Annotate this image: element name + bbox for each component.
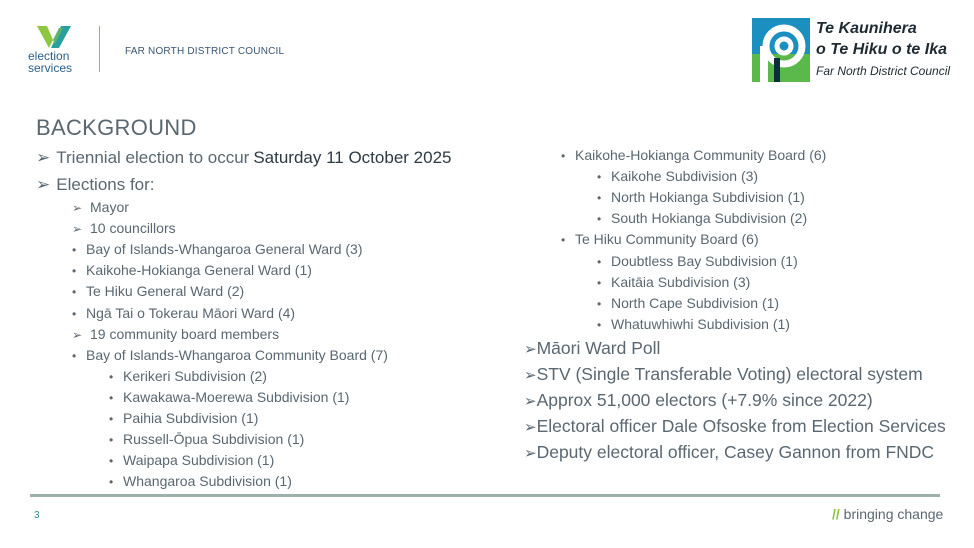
arrow-bullet-icon: [72, 222, 90, 236]
list-item-text: Mayor: [90, 199, 129, 215]
koru-icon: [752, 18, 810, 82]
list-item: [597, 210, 807, 226]
arrow-bullet-icon: ➢: [36, 175, 51, 194]
fndc-logo-line2: o Te Hiku o te Ika: [816, 41, 947, 58]
list-item-text: North Hokianga Subdivision (1): [611, 189, 805, 206]
list-item: [109, 431, 304, 447]
bullet-icon: [597, 170, 611, 184]
lead-item-text: Electoral officer Dale Ofsoske from Election Services: [536, 416, 946, 436]
list-item-text: Bay of Islands-Whangaroa General Ward (3): [86, 241, 363, 258]
council-label: FAR NORTH DISTRICT COUNCIL: [125, 46, 285, 57]
arrow-bullet-icon: [524, 338, 537, 358]
arrow-bullet-icon: [524, 390, 537, 410]
fndc-logo-line1: Te Kaunihera: [816, 20, 917, 37]
list-item: [597, 168, 758, 184]
list-item: [72, 241, 363, 257]
election-date: Saturday 11 October 2025: [253, 148, 452, 167]
arrow-bullet-icon: ➢: [36, 148, 51, 167]
list-item-text: Kaikohe-Hokianga Community Board (6): [575, 147, 827, 163]
list-item-text: Te Hiku Community Board (6): [575, 231, 759, 248]
lead-item: [524, 364, 923, 385]
list-item: [72, 283, 244, 299]
bullet-icon: [597, 318, 611, 332]
lead-item-text: Deputy electoral officer, Casey Gannon from FNDC: [536, 442, 935, 462]
bullet-icon: [597, 255, 611, 269]
fndc-logo: [752, 18, 951, 84]
bullet-icon: [597, 276, 611, 290]
list-item: [109, 452, 274, 468]
list-item: [72, 305, 295, 321]
list-item-text: 10 councillors: [90, 220, 176, 237]
list-item-text: South Hokianga Subdivision (2): [611, 210, 808, 227]
es-logo-line2: services: [28, 61, 73, 75]
list-item-text: Bay of Islands-Whangaroa Community Board (7): [86, 346, 388, 363]
list-item-text: Russell-Ōpua Subdivision (1): [123, 431, 305, 448]
list-item: [72, 262, 312, 278]
list-item-text: Kerikeri Subdivision (2): [123, 367, 267, 384]
bullet-icon: [72, 307, 86, 321]
lead-item-text: Approx 51,000 electors (+7.9% since 2022): [536, 390, 873, 410]
list-item-text: Whangaroa Subdivision (1): [123, 473, 292, 490]
bullet-icon: [72, 264, 86, 278]
es-logo-line1: election: [28, 49, 70, 63]
bullet-icon: [109, 391, 123, 405]
lead2-text: Elections for:: [56, 175, 155, 194]
list-item-text: Kaitāia Subdivision (3): [611, 273, 751, 290]
list-item: [72, 220, 176, 236]
tagline-text: bringing change: [843, 506, 944, 522]
list-item: [72, 199, 129, 215]
page-title: BACKGROUND: [36, 115, 197, 140]
list-item-text: Doubtless Bay Subdivision (1): [611, 252, 798, 269]
bullet-icon: [72, 349, 86, 363]
list-item: [597, 189, 805, 205]
list-item: [109, 473, 292, 489]
list-item: [72, 347, 388, 363]
bullet-icon: [597, 297, 611, 311]
list-item-text: Kawakawa-Moerewa Subdivision (1): [123, 388, 350, 405]
bullet-icon: [561, 233, 575, 247]
list-item: [561, 147, 826, 163]
lead-elections-for: [36, 175, 155, 195]
lead-item: [524, 416, 946, 437]
list-item: [597, 253, 798, 269]
list-item-text: Ngā Tai o Tokerau Māori Ward (4): [86, 304, 296, 321]
list-item: [561, 231, 759, 247]
list-item: [72, 326, 279, 342]
bullet-icon: [72, 243, 86, 257]
list-item: [597, 274, 750, 290]
tagline-marks: //: [832, 506, 840, 522]
bullet-icon: [561, 149, 575, 163]
lead-item: [524, 390, 873, 411]
header-divider: [99, 26, 100, 72]
list-item: [109, 368, 267, 384]
arrow-bullet-icon: [524, 416, 537, 436]
bullet-icon: [72, 285, 86, 299]
bullet-icon: [109, 370, 123, 384]
arrow-bullet-icon: [72, 201, 90, 215]
election-services-logo: [28, 24, 90, 76]
lead-item: [524, 338, 660, 359]
list-item-text: Whatuwhiwhi Subdivision (1): [611, 315, 790, 332]
list-item: [597, 316, 790, 332]
arrow-bullet-icon: [524, 442, 537, 462]
bullet-icon: [109, 475, 123, 489]
lead-item: [524, 442, 934, 463]
footer-rule: [30, 494, 940, 497]
list-item-text: Kaikohe-Hokianga General Ward (1): [86, 262, 312, 279]
list-item-text: North Cape Subdivision (1): [611, 294, 780, 311]
bullet-icon: [109, 454, 123, 468]
lead-item-text: Māori Ward Poll: [536, 338, 661, 358]
list-item-text: Waipapa Subdivision (1): [123, 452, 275, 469]
fndc-logo-line3: Far North District Council: [816, 64, 951, 78]
list-item: [109, 389, 349, 405]
page-number: 3: [34, 510, 40, 521]
lead-election-date: [36, 148, 451, 168]
list-item-text: Kaikohe Subdivision (3): [611, 168, 759, 185]
list-item-text: Paihia Subdivision (1): [123, 410, 259, 426]
list-item: [597, 295, 779, 311]
lead-item-text: STV (Single Transferable Voting) electoral system: [536, 364, 923, 384]
bullet-icon: [109, 412, 123, 426]
bullet-icon: [109, 433, 123, 447]
election-services-v-icon: [37, 24, 71, 50]
list-item: [109, 410, 258, 426]
arrow-bullet-icon: [524, 364, 537, 384]
bullet-icon: [597, 191, 611, 205]
arrow-bullet-icon: [72, 328, 90, 342]
tagline: [832, 506, 943, 522]
lead1-prefix: Triennial election to occur: [56, 148, 250, 167]
list-item-text: 19 community board members: [90, 325, 280, 342]
list-item-text: Te Hiku General Ward (2): [86, 283, 245, 300]
bullet-icon: [597, 212, 611, 226]
